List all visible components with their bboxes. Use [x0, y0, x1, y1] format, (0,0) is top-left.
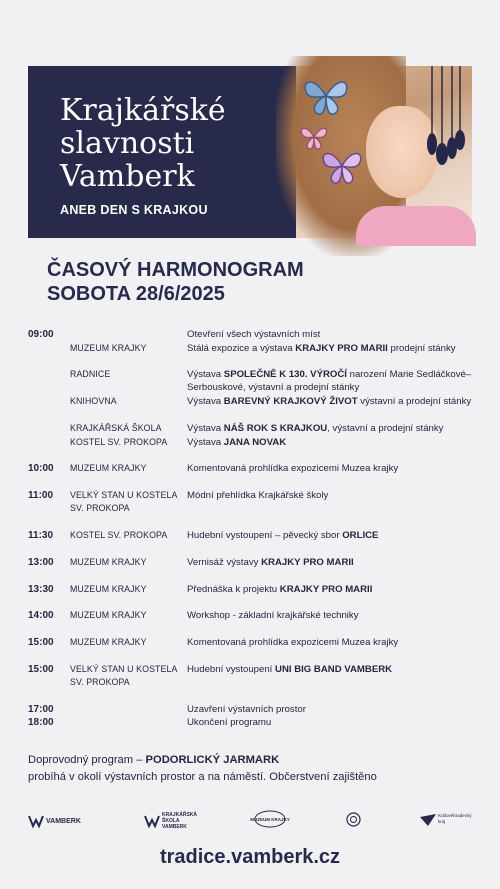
schedule-description: Hudební vystoupení UNI BIG BAND VAMBERK: [187, 664, 393, 675]
schedule-description: Přednáška k projektu KRAJKY PRO MARII: [187, 584, 373, 595]
schedule-place: VELKÝ STAN U KOSTELA SV. PROKOPA: [70, 664, 177, 688]
round-seal-logo: [346, 812, 361, 827]
schedule-heading: [47, 258, 304, 306]
schedule-heading-date: SOBOTA 28/6/2025: [47, 283, 225, 305]
schedule-time: 14:00: [28, 610, 54, 621]
schedule-description: Hudební vystoupení – pěvecký sbor ORLICE: [187, 530, 379, 541]
museum-badge-icon: [250, 810, 290, 828]
schedule-heading-title: ČASOVÝ HARMONOGRAM: [47, 259, 304, 281]
schedule-place: MUZEUM KRAJKY: [70, 557, 147, 567]
vamberk-logo: VAMBERK: [28, 815, 81, 827]
banner-title-panel: [28, 66, 296, 238]
schedule-description: Workshop - základní krajkářské techniky: [187, 610, 359, 621]
lace-museum-logo: [250, 810, 290, 828]
schedule-time: 11:30: [28, 530, 54, 541]
fair-name: PODORLICKÝ JARMARK: [145, 754, 280, 766]
lace-butterfly-icon: [318, 146, 366, 186]
schedule-time: 09:00: [28, 329, 54, 340]
schedule-time: 10:00: [28, 463, 54, 474]
lace-bobbins-icon: [426, 66, 466, 166]
schedule-description: Komentovaná prohlídka expozicemi Muzea krajky: [187, 637, 399, 648]
lace-school-logo: KRAJKÁŘSKÁ ŠKOLA VAMBERK: [144, 812, 197, 830]
schedule-description: Výstava BAREVNÝ KRAJKOVÝ ŽIVOT výstavní a prodejní stánky: [187, 396, 472, 407]
schedule-description: Stálá expozice a výstava KRAJKY PRO MARII prodejní stánky: [187, 343, 456, 354]
schedule-time: 13:30: [28, 584, 54, 595]
lace-school-icon: [144, 814, 160, 828]
partner-logos: [28, 810, 474, 834]
lace-butterfly-icon: [300, 74, 352, 118]
schedule-place: KRAJKÁŘSKÁ ŠKOLA: [70, 423, 162, 433]
region-logo: Královéhradecký kraj: [420, 812, 472, 826]
schedule-time: 11:00: [28, 490, 54, 501]
event-title: Krajkářské slavnosti Vamberk: [60, 93, 226, 194]
vamberk-crest-icon: [28, 815, 44, 827]
website-url[interactable]: tradice.vamberk.cz: [159, 846, 341, 868]
header-banner: [28, 66, 472, 238]
region-emblem-icon: [420, 812, 436, 826]
schedule-description: Komentovaná prohlídka expozicemi Muzea krajky: [187, 463, 399, 474]
svg-text:MUZEUM KRAJKY: MUZEUM KRAJKY: [250, 817, 290, 822]
schedule-place: RADNICE: [70, 369, 111, 379]
schedule-time: 17:00: [28, 704, 54, 715]
event-subtitle: ANEB DEN S KRAJKOU: [60, 203, 208, 217]
schedule-place: MUZEUM KRAJKY: [70, 463, 147, 473]
schedule-description: Vernisáž výstavy KRAJKY PRO MARII: [187, 557, 354, 568]
schedule-place: KOSTEL SV. PROKOPA: [70, 437, 168, 447]
schedule-place: MUZEUM KRAJKY: [70, 610, 147, 620]
seal-icon: [346, 812, 361, 827]
schedule-place: MUZEUM KRAJKY: [70, 343, 147, 353]
accompanying-program: Doprovodný program – PODORLICKÝ JARMARK probíhá v okolí výstavních prostor a na náměstí. Občerstvení zajištěno: [28, 754, 377, 783]
schedule-place: VELKÝ STAN U KOSTELA SV. PROKOPA: [70, 490, 177, 514]
schedule-description: Uzavření výstavních prostor: [187, 704, 306, 715]
schedule-description: Otevření všech výstavních míst: [187, 329, 321, 340]
banner-photo: [296, 66, 472, 238]
schedule-place: KOSTEL SV. PROKOPA: [70, 530, 168, 540]
schedule-description: Ukončení programu: [187, 717, 272, 728]
schedule-place: KNIHOVNA: [70, 396, 117, 406]
schedule-time: 15:00: [28, 664, 54, 675]
schedule-place: MUZEUM KRAJKY: [70, 637, 147, 647]
schedule-description: Výstava SPOLEČNĚ K 130. VÝROČÍ narození Marie Sedláčkové–Serbouskové, výstavní a prodejní stánky: [187, 369, 472, 394]
schedule-description: Módní přehlídka Krajkářské školy: [187, 490, 329, 501]
schedule-description: Výstava JANA NOVAK: [187, 437, 287, 448]
schedule-description: Výstava NÁŠ ROK S KRAJKOU, výstavní a prodejní stánky: [187, 423, 444, 434]
schedule-time: 15:00: [28, 637, 54, 648]
schedule-place: MUZEUM KRAJKY: [70, 584, 147, 594]
schedule-time: 18:00: [28, 717, 54, 728]
schedule-time: 13:00: [28, 557, 54, 568]
